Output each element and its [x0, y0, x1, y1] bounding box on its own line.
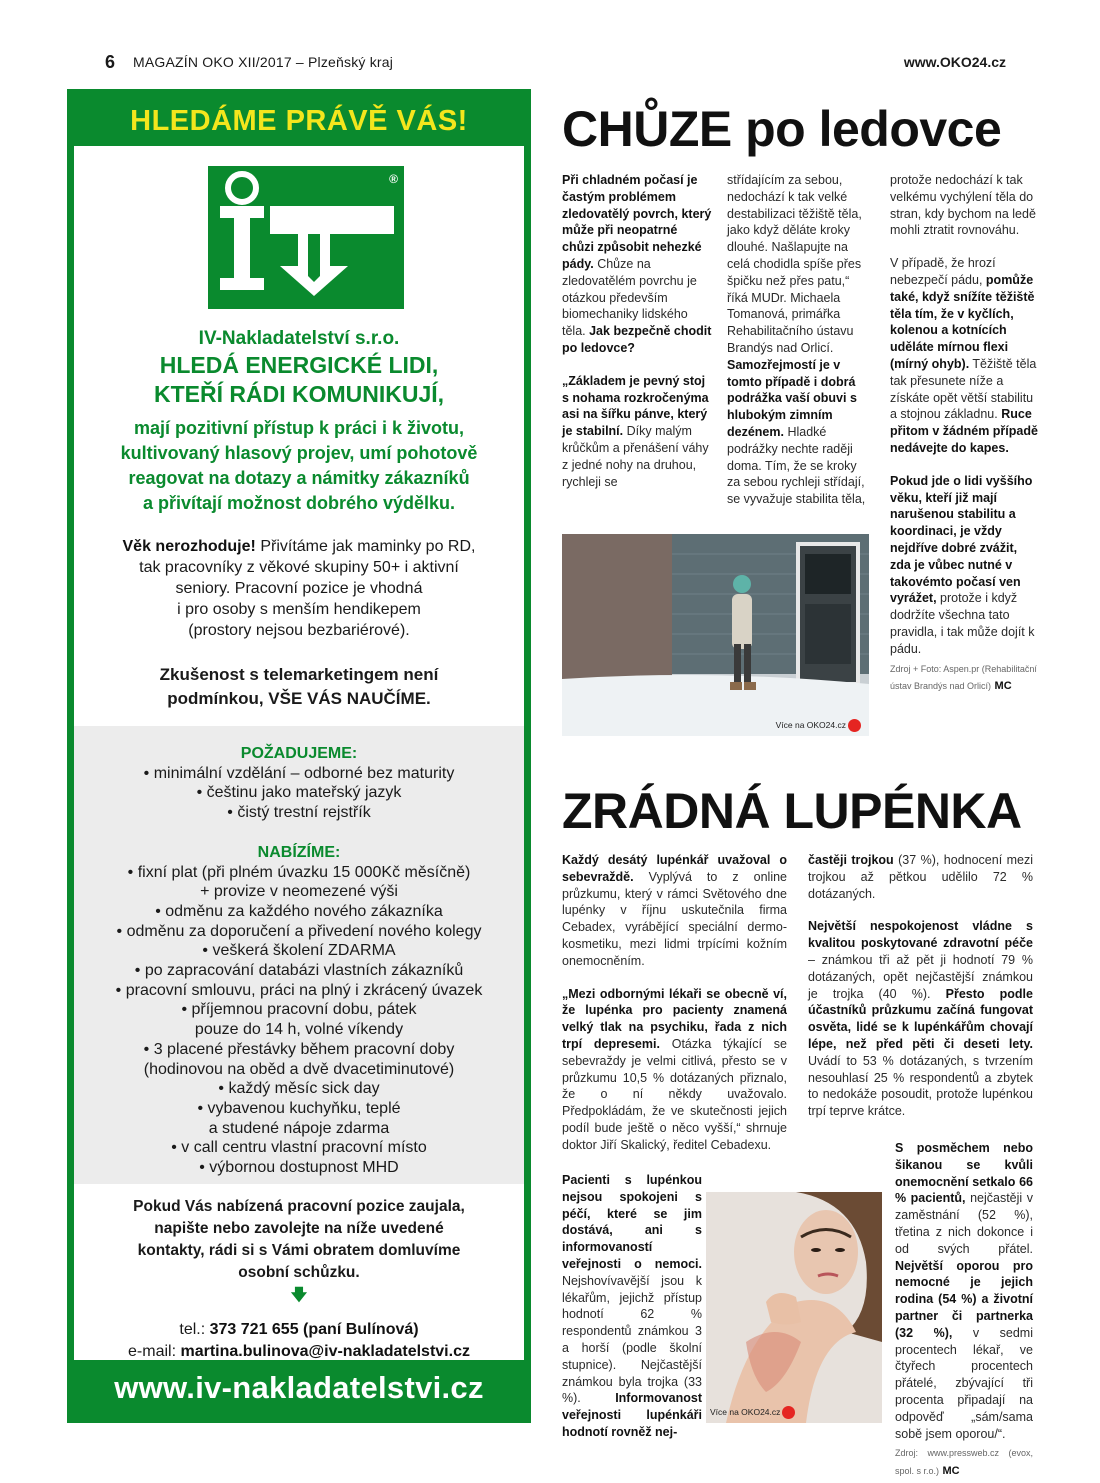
company-name: IV-Nakladatelství s.r.o.	[198, 328, 400, 349]
quality-line: mají pozitivní přístup k práci i k životu,	[133, 418, 465, 438]
text: V případě, že hrozí nebezpečí pádu,	[890, 256, 996, 287]
offer-item: • výbornou dostupnost MHD	[199, 1159, 399, 1177]
tel-label: tel.:	[179, 1321, 206, 1338]
article1-col3	[890, 172, 1040, 695]
oko24-logo-icon	[848, 719, 861, 732]
quality-line: kultivovaný hlasový projev, umí pohotově	[120, 443, 478, 463]
article2-photo	[706, 1192, 882, 1423]
contact-invite	[74, 1196, 524, 1284]
article2-col2-bottom	[895, 1140, 1033, 1480]
text-bold: Samozřejmostí je v tomto případě i dobrá podrážka vaší obuvi s hlubokým zimním dezénem.	[727, 357, 857, 439]
contact-section	[74, 1196, 524, 1363]
ad-headline-2: KTEŘÍ RÁDI KOMUNIKUJÍ,	[153, 381, 445, 407]
offer-item: • v call centru vlastní pracovní místo	[171, 1139, 427, 1157]
article1-photo	[562, 534, 869, 736]
ad-banner: HLEDÁME PRÁVĚ VÁS!	[74, 96, 524, 146]
article1-col2	[727, 172, 872, 524]
text: Hladké podrážky nechte raději doma. Tím, že se kroky za sebou rychleji střídají, se vyvažuje stabilita těla,	[727, 424, 866, 507]
text: nejčastěji v zaměstnání (52 %), třetina z nich dokonce i od svých přátel.	[895, 1191, 1033, 1256]
contact-details	[74, 1319, 524, 1363]
offer-item: a studené nápoje zdarma	[208, 1119, 390, 1137]
website-link[interactable]: www.OKO24.cz	[903, 54, 1006, 70]
age-line: (prostory nejsou bezbariérové).	[188, 622, 410, 639]
quality-line: reagovat na dotazy a námitky zákazníků	[128, 468, 470, 488]
requirements-heading: POŽADUJEME:	[240, 745, 358, 762]
text-bold: „Základem je pevný stoj s nohama rozkročenýma asi na šířku pánve, který je stabilní.	[562, 373, 709, 439]
article1-source: Zdroj + Foto: Aspen.pr (Rehabilitační ústav Brandýs nad Orlicí)	[890, 663, 1037, 692]
offer-item: • každý měsíc sick day	[218, 1080, 380, 1098]
text: protože nedochází k tak velkému vychýlení těla do stran, kdy bychom na ledě mohli ztratit rovnováhu.	[890, 173, 1036, 238]
contact-line: napište nebo zavolejte na níže uvedené	[154, 1220, 444, 1237]
email-label: e-mail:	[128, 1343, 177, 1360]
text-bold: Ruce přitom v žádném případě nedávejte do kapes.	[890, 407, 1038, 455]
oko24-logo-icon	[782, 1406, 795, 1419]
text-bold: Největší nespokojenost vládne s kvalitou poskytované zdravotní péče	[808, 919, 1033, 951]
age-line: seniory. Pracovní pozice je vhodná	[175, 580, 423, 597]
phone-number[interactable]: 373 721 655 (paní Bulínová)	[209, 1321, 419, 1338]
experience-line: Zkušenost s telemarketingem není	[159, 665, 439, 684]
job-advertisement	[67, 89, 531, 1423]
more-on-oko24-badge[interactable]	[710, 1406, 795, 1419]
text: (37 %), hodnocení mezi trojkou až pětkou udělilo 72 % dotázaných.	[808, 853, 1033, 901]
age-bold: Věk nerozhoduje!	[122, 538, 256, 555]
experience-note	[74, 663, 524, 711]
page-header	[0, 52, 1100, 76]
requirement-item: • čistý trestní rejstřík	[227, 804, 371, 822]
iv-logo-icon	[208, 166, 404, 309]
offer-item: • vybavenou kuchyňku, teplé	[197, 1099, 401, 1117]
offer-item: • příjemnou pracovní dobu, pátek	[181, 1001, 417, 1019]
text-bold: pomůže také, když snížíte těžiště těla tím, že v kyčlích, kolenou a kotnících uděláte mírnou flexi (mírný ohyb).	[890, 272, 1035, 371]
text-bold: Jak bezpečně chodit po ledovce?	[562, 324, 712, 355]
page-number: 6	[105, 52, 116, 72]
offer-item: + provize v neomezené výši	[200, 883, 398, 901]
article2-author: MC	[942, 1465, 960, 1478]
requirement-item: • minimální vzdělání – odborné bez maturity	[143, 764, 455, 782]
text: Chůze na zledovatělém povrchu je otázkou především biomechaniky lidského těla.	[562, 256, 697, 339]
text: střídajícím za sebou, nedochází k tak velké destabilizaci těžiště těla, jako když děláte kroky dlouhé. Našlapujte na celá chodidla spíše přes špičku než přes patu,“ říká MUDr. Michaela Tomanová, primářka Rehabilitačního ústavu Brandýs nad Orlicí.	[727, 173, 862, 355]
offer-item: • veškerá školení ZDARMA	[202, 942, 396, 960]
article2-title: ZRÁDNÁ LUPÉNKA	[562, 783, 1022, 839]
offer-item: pouze do 14 h, volné víkendy	[194, 1021, 404, 1039]
offer-item: • 3 placené přestávky během pracovní doby	[143, 1040, 455, 1058]
offer-item: • pracovní smlouvu, práci na plný i zkrácený úvazek	[115, 981, 483, 999]
text-bold: S posměchem nebo šikanou se kvůli onemocnění setkalo 66 % pacientů,	[895, 1141, 1033, 1206]
requirement-item: • češtinu jako mateřský jazyk	[196, 784, 402, 802]
requirements-offers-box	[74, 726, 524, 1184]
article2-col2	[808, 852, 1033, 1136]
scratching-woman-image	[706, 1192, 882, 1423]
text-bold: Každý desátý lupénkář uvažoval o sebevraždě.	[562, 853, 787, 884]
text: Otázka týkající se sebevraždy je velmi citlivá, přesto se v průzkumu 10,5 % dotázaných přiznalo, že o ní někdy uvažovalo. Předpokládám, že ve skutečnosti jejich podíl bude ještě o něco vyšší,“ shrnuje doktor Jiří Skalický, ředitel Cebadexu.	[562, 1036, 787, 1152]
offer-item: • po zapracování databázi vlastních zákazníků	[134, 962, 464, 980]
contact-line: osobní schůzku.	[238, 1264, 360, 1281]
text-bold: Pokud jde o lidi vyššího věku, kteří již mají narušenou stabilitu a koordinaci, je vždy nejdříve dobré zvážit, zda je vůbec nutné v takovémto počasí ven vyrážet,	[890, 473, 1033, 606]
email-link[interactable]: martina.bulinova@iv-nakladatelstvi.cz	[180, 1343, 470, 1360]
text: – známkou tři až pět ji hodnotí 79 % dotázaných, opět nejčastější známkou je trojka (40 %).	[808, 952, 1033, 1001]
ad-headline-1: HLEDÁ ENERGICKÉ LIDI,	[159, 352, 439, 378]
article2-source: Zdroj: www.pressweb.cz (evox, spol. s r.o.)	[895, 1448, 1033, 1477]
offer-item: • odměnu za doporučení a přivedení nového kolegy	[116, 922, 482, 940]
contact-line: Pokud Vás nabízená pracovní pozice zaujala,	[133, 1198, 465, 1215]
ad-qualities	[74, 416, 524, 516]
offer-item: • odměnu za každého nového zákazníka	[155, 902, 443, 920]
quality-line: a přivítají možnost dobrého výdělku.	[142, 493, 456, 513]
text: Nejshovívavější jsou k lékařům, jejichž přístup hodnotí 62 % respondentů známkou 3 a horší (podle školní stupnice). Nejčastější známkou byla trojka (33 %).	[562, 1273, 702, 1406]
magazine-issue: MAGAZÍN OKO XII/2017 – Plzeňský kraj	[133, 54, 394, 70]
text-bold: Největší oporou pro nemocné je jejich rodina (54 %) a životní partner či partnerka (32 %),	[895, 1258, 1033, 1340]
article2-col1	[562, 852, 787, 1170]
age-line: i pro osoby s menším hendikepem	[177, 601, 421, 618]
text: Uvádí to 53 % dotázaných, s tvrzením nesouhlasí 25 % respondentů a zbytek to nedokáže posoudit, protože lupénkou trpí teprve krátce.	[808, 1053, 1033, 1119]
winter-walk-image	[562, 534, 869, 736]
offers-heading: NABÍZÍME:	[257, 843, 341, 861]
text: Těžiště těla tak přesunete níže a získáte opět větší stabilitu a stojnou základnu.	[890, 356, 1037, 422]
text: Díky malým krůčkům a přenášení váhy z jedné nohy na druhou, rychleji se	[562, 424, 709, 489]
text-bold: „Mezi odbornými lékaři se obecně ví, že lupénka pro pacienty znamená velký tlak na psychiku, řada z nich trpí depresemi.	[562, 986, 787, 1051]
age-line: Přivítáme jak maminky po RD,	[260, 538, 476, 555]
more-on-oko24-badge[interactable]	[776, 719, 861, 732]
article1-title: CHŮZE po ledovce	[562, 101, 1002, 157]
contact-line: kontakty, rádi si s Vámi obratem domluvíme	[137, 1242, 461, 1259]
badge-text: Více na OKO24.cz	[710, 1406, 781, 1417]
experience-line: podmínkou, VŠE VÁS NAUČÍME.	[167, 689, 431, 708]
offer-item: (hodinovou na oběd a dvě dvacetiminutové)	[143, 1060, 455, 1078]
iv-logo	[208, 166, 404, 309]
text-bold: Při chladném počasí je častým problémem zledovatělý povrch, který může při neopatrné chůzi způsobit nehezké pády.	[562, 173, 712, 271]
article2-col1-bottom	[562, 1172, 702, 1457]
badge-text: Více na OKO24.cz	[775, 719, 846, 730]
text: protože i když dodržíte všechna tato pravidla, i tak může dojít k pádu.	[890, 591, 1035, 656]
text-bold: Informovanost veřejnosti lupénkáři hodnotí rovněž nej-	[562, 1391, 702, 1439]
text-bold: Přesto podle účastníků průzkumu začíná fungovat osvěta, lidé se k lupénkářům chovají lépe, než před pěti či deseti lety.	[808, 986, 1033, 1051]
arrow-down-icon: 🡇	[290, 1287, 308, 1304]
article1-author: MC	[994, 680, 1012, 693]
age-paragraph	[74, 536, 524, 641]
text-bold: Pacienti s lupénkou nejsou spokojeni s péčí, které se jim dostává, ani s informovaností veřejnosti o nemoci.	[562, 1173, 702, 1271]
age-line: tak pracovníky z věkové skupiny 50+ i aktivní	[139, 559, 459, 576]
text-bold: častěji trojkou	[808, 853, 894, 867]
registered-mark-icon: ®	[389, 172, 398, 186]
article1-col1	[562, 172, 712, 506]
ad-website-link[interactable]: www.iv-nakladatelstvi.cz	[74, 1360, 524, 1416]
text: v sedmi procentech lékař, ve čtyřech procentech přátelé, zbývající tři procenta připadají na odpověď „sám/sama sobě jsem oporou/“.	[895, 1325, 1033, 1441]
offer-item: • fixní plat (při plném úvazku 15 000Kč měsíčně)	[127, 863, 471, 881]
text: Vyplývá to z online průzkumu, který v rámci Světového dne lupénky v říjnu uskutečnila firma Cebadex, vyrábějící speciální dermo-kosmetiku, mezi lidmi trpícími kožním onemocněním.	[562, 869, 787, 968]
